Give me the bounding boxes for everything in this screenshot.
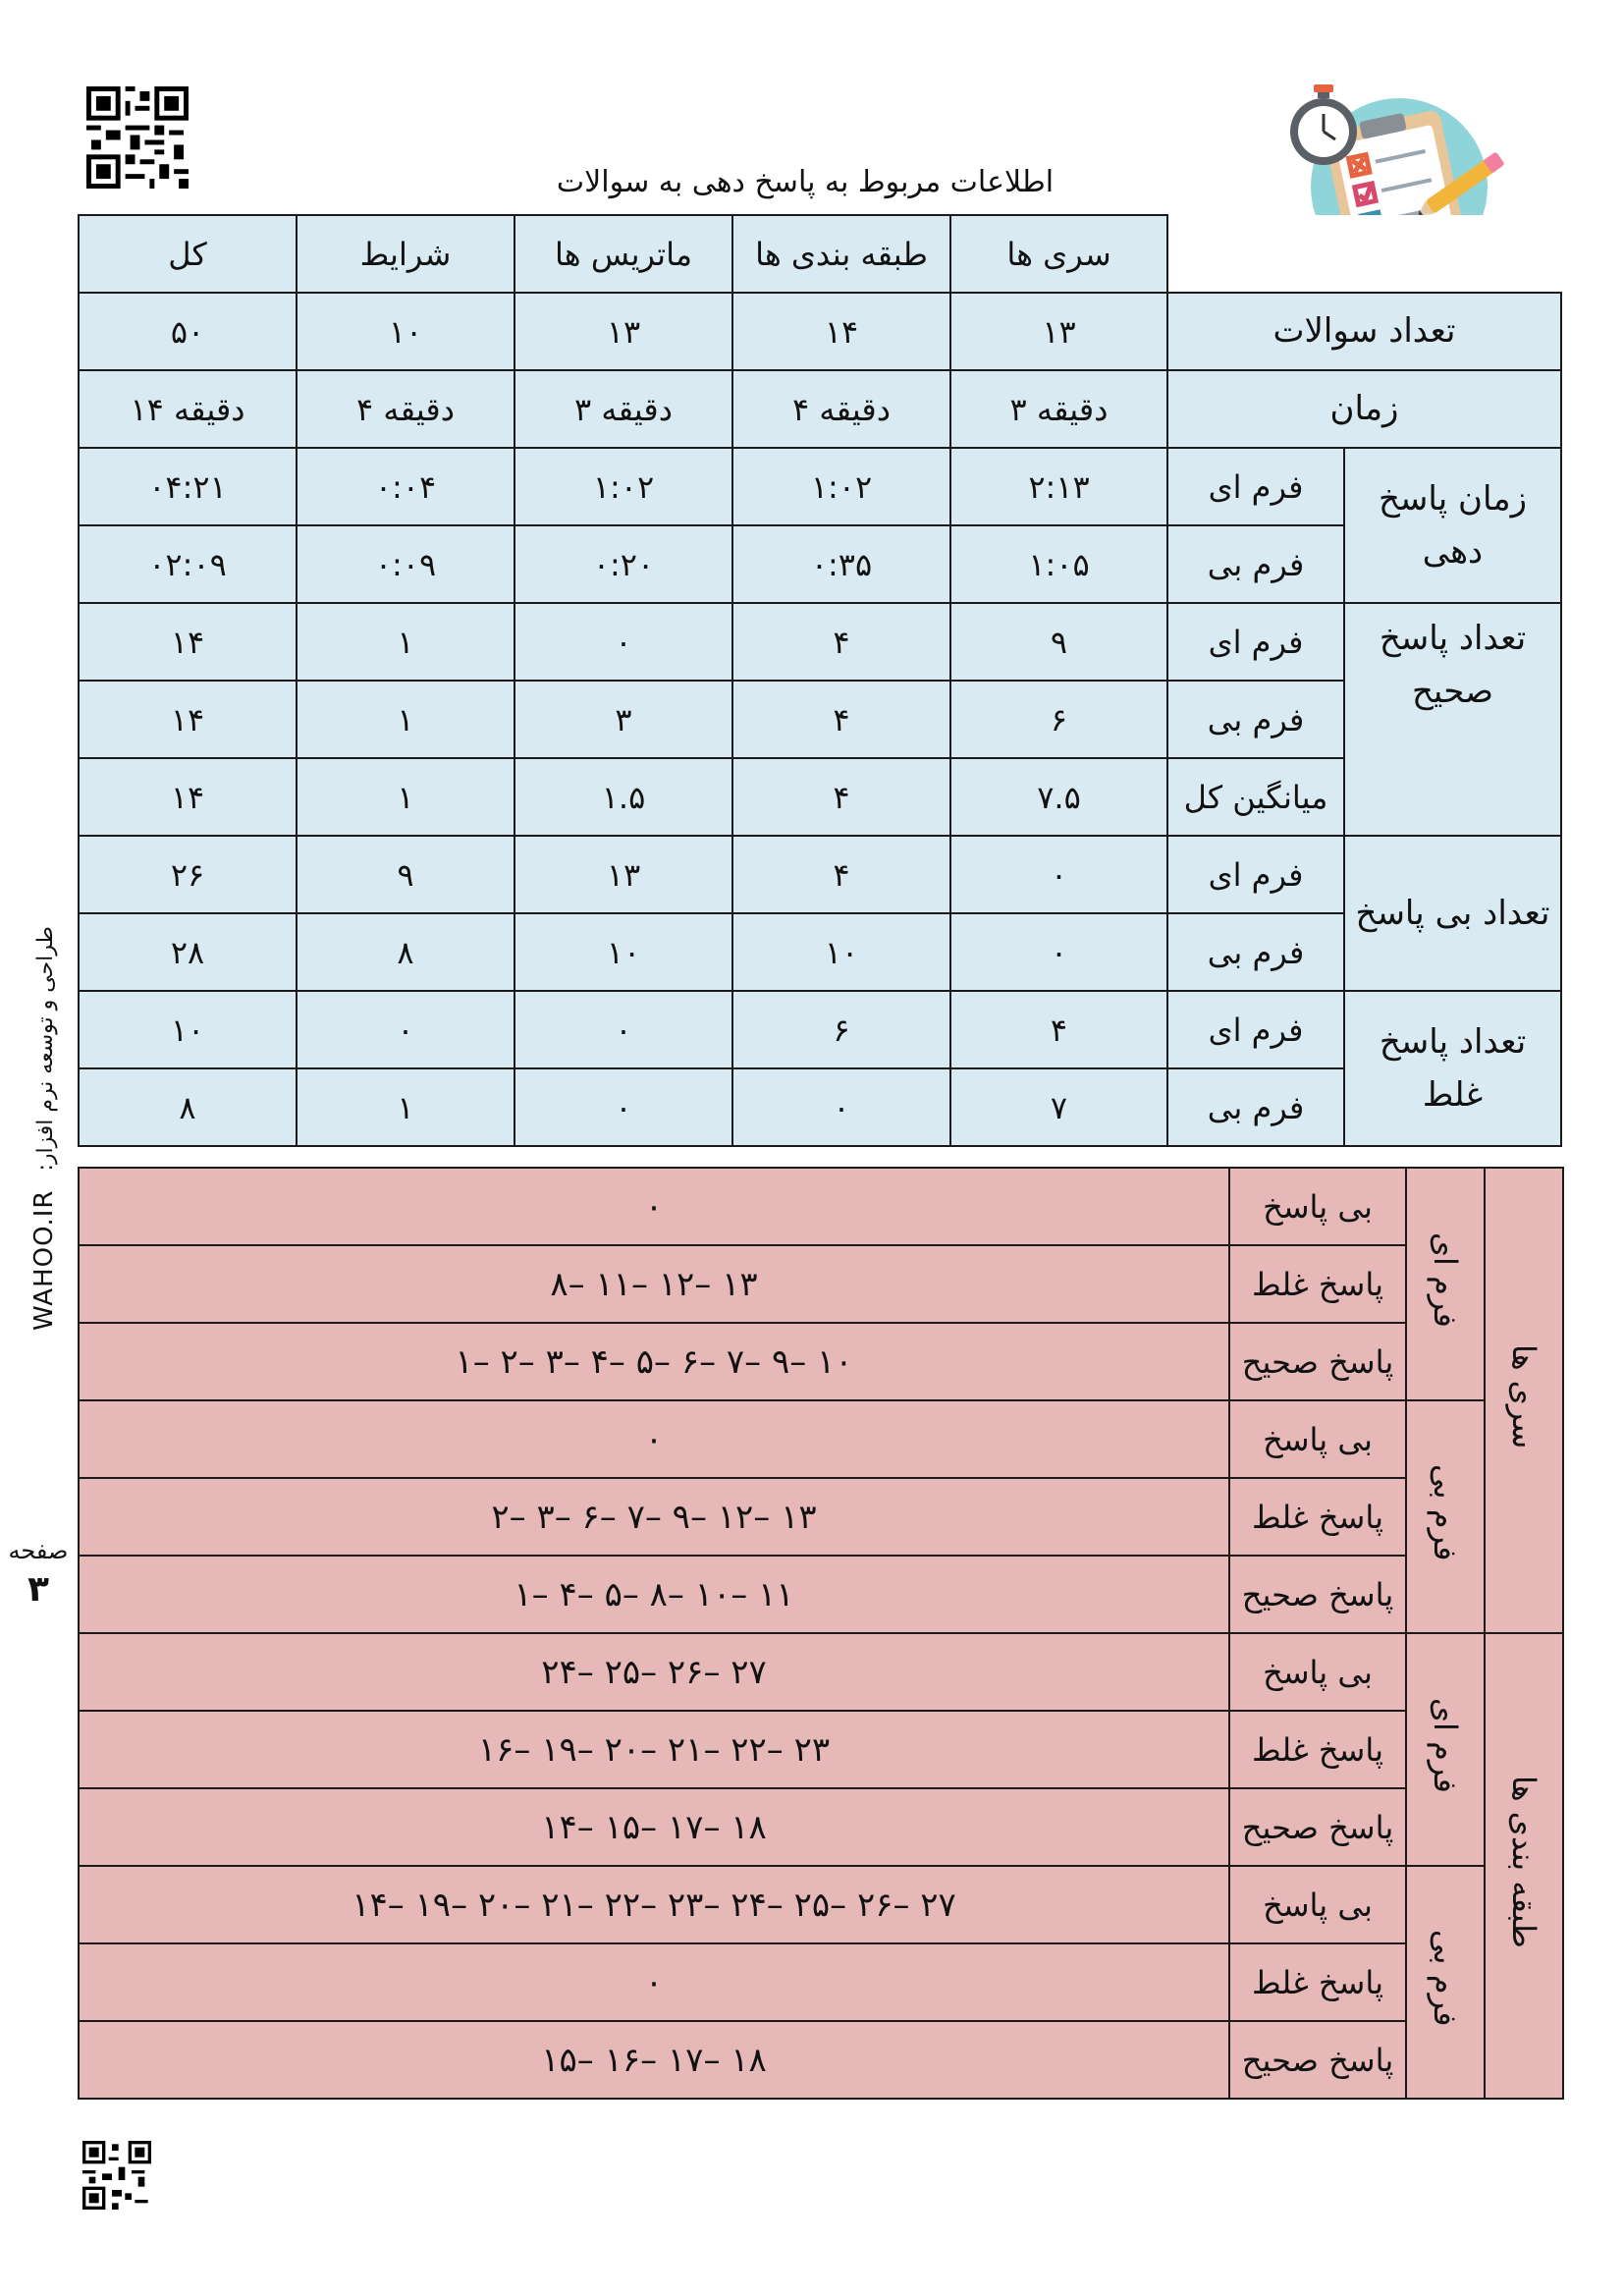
- value-cell: ۹: [950, 603, 1167, 681]
- value-cell: ۷: [950, 1068, 1167, 1146]
- value-cell: ۱: [297, 603, 514, 681]
- page-label: صفحه: [8, 1537, 69, 1564]
- value-cell: دقیقه ۳: [950, 370, 1167, 448]
- page-title: اطلاعات مربوط به پاسخ دهی به سوالات: [556, 165, 1055, 199]
- answer-items: ۱۳ –۱۲ –۹ –۷ –۶ –۳ –۲: [79, 1478, 1229, 1556]
- unanswered-count-row: [79, 913, 1561, 991]
- answer-row: [79, 1323, 1563, 1400]
- row-label: زمان: [1167, 370, 1561, 448]
- answer-items: ۰: [79, 1400, 1229, 1478]
- answer-items: ۱۳ –۱۲ –۱۱ –۸: [79, 1245, 1229, 1323]
- value-cell: ۱۴: [79, 603, 297, 681]
- group-label: تعداد بی پاسخ: [1344, 836, 1561, 991]
- column-header: کل: [79, 215, 297, 293]
- answer-type: بی پاسخ: [1229, 1168, 1406, 1245]
- side-credit: [29, 899, 69, 1331]
- value-cell: ۰:۳۵: [732, 525, 950, 603]
- correct-count-row: [79, 603, 1561, 681]
- value-cell: ۲۶: [79, 836, 297, 913]
- answer-row: [79, 1245, 1563, 1323]
- answer-row: [79, 1943, 1563, 2021]
- form-label: فرم ای: [1167, 448, 1344, 525]
- value-cell: دقیقه ۴: [297, 370, 514, 448]
- answers-table: [78, 1167, 1564, 2100]
- answer-items: ۱۰ –۹ –۷ –۶ –۵ –۴ –۳ –۲ –۱: [79, 1323, 1229, 1400]
- value-cell: ۳: [514, 681, 732, 758]
- response-time-row: [79, 525, 1561, 603]
- value-cell: ۴: [732, 603, 950, 681]
- value-cell: ۷.۵: [950, 758, 1167, 836]
- value-cell: ۱۰: [732, 913, 950, 991]
- answer-row: [79, 1478, 1563, 1556]
- group-label: زمان پاسخ دهی: [1344, 448, 1561, 603]
- value-cell: دقیقه ۱۴: [79, 370, 297, 448]
- value-cell: دقیقه ۴: [732, 370, 950, 448]
- form-label: فرم ای: [1167, 991, 1344, 1068]
- correct-count-row: [79, 758, 1561, 836]
- answer-type: پاسخ صحیح: [1229, 1323, 1406, 1400]
- value-cell: ۱: [297, 681, 514, 758]
- value-cell: ۱۰: [297, 293, 514, 370]
- answer-type: پاسخ غلط: [1229, 1478, 1406, 1556]
- stats-header-row: [79, 215, 1561, 293]
- question-count-row: [79, 293, 1561, 370]
- answer-row: [79, 1168, 1563, 1245]
- answer-row: [79, 1711, 1563, 1788]
- qr-code-top: [86, 86, 189, 189]
- form-label: فرم بی: [1167, 525, 1344, 603]
- form-label: فرم بی: [1167, 913, 1344, 991]
- answer-row: [79, 2021, 1563, 2099]
- column-header: طبقه بندی ها: [732, 215, 950, 293]
- value-cell: ۱۴: [79, 681, 297, 758]
- value-cell: ۰:۰۴: [297, 448, 514, 525]
- value-cell: ۰: [950, 836, 1167, 913]
- answer-items: ۱۱ –۱۰ –۸ –۵ –۴ –۱: [79, 1556, 1229, 1633]
- value-cell: ۱۴: [79, 758, 297, 836]
- page-number: ۳: [27, 1569, 49, 1610]
- column-header: ماتریس ها: [514, 215, 732, 293]
- response-time-row: [79, 448, 1561, 525]
- stats-table: [78, 214, 1562, 1147]
- value-cell: ۱: [297, 1068, 514, 1146]
- wrong-count-row: [79, 991, 1561, 1068]
- answer-type: بی پاسخ: [1229, 1866, 1406, 1943]
- answer-items: ۲۳ –۲۲ –۲۱ –۲۰ –۱۹ –۱۶: [79, 1711, 1229, 1788]
- value-cell: ۲:۱۳: [950, 448, 1167, 525]
- value-cell: ۵۰: [79, 293, 297, 370]
- answer-items: ۲۷ –۲۶ –۲۵ –۲۴ –۲۳ –۲۲ –۲۱ –۲۰ –۱۹ –۱۴: [79, 1866, 1229, 1943]
- answer-type: پاسخ صحیح: [1229, 2021, 1406, 2099]
- section-label: طبقه بندی ها: [1485, 1633, 1563, 2099]
- row-label: تعداد سوالات: [1167, 293, 1561, 370]
- answer-row: [79, 1633, 1563, 1711]
- value-cell: ۱:۰۵: [950, 525, 1167, 603]
- value-cell: ۴: [732, 758, 950, 836]
- form-label: میانگین کل: [1167, 758, 1344, 836]
- value-cell: ۴: [732, 681, 950, 758]
- value-cell: ۱۰: [514, 913, 732, 991]
- answer-type: بی پاسخ: [1229, 1633, 1406, 1711]
- value-cell: ۰:۲۰: [514, 525, 732, 603]
- answer-items: ۰: [79, 1943, 1229, 2021]
- wrong-count-row: [79, 1068, 1561, 1146]
- value-cell: ۱۳: [514, 836, 732, 913]
- column-header: سری ها: [950, 215, 1167, 293]
- value-cell: ۰۲:۰۹: [79, 525, 297, 603]
- group-label: تعداد پاسخ صحیح: [1344, 603, 1561, 836]
- answer-items: ۱۸ –۱۷ –۱۶ –۱۵: [79, 2021, 1229, 2099]
- value-cell: ۰: [950, 913, 1167, 991]
- value-cell: ۸: [79, 1068, 297, 1146]
- form-label: فرم بی: [1167, 681, 1344, 758]
- credit-text: طراحی و توسعه نرم افزار:: [33, 926, 58, 1172]
- form-label: فرم بی: [1406, 1866, 1485, 2099]
- value-cell: ۱۳: [950, 293, 1167, 370]
- value-cell: ۱۴: [732, 293, 950, 370]
- value-cell: ۰: [514, 991, 732, 1068]
- value-cell: ۱:۰۲: [732, 448, 950, 525]
- answer-row: [79, 1866, 1563, 1943]
- value-cell: ۶: [732, 991, 950, 1068]
- value-cell: ۱:۰۲: [514, 448, 732, 525]
- form-label: فرم ای: [1167, 603, 1344, 681]
- value-cell: ۰: [514, 603, 732, 681]
- answer-type: پاسخ صحیح: [1229, 1788, 1406, 1866]
- value-cell: ۴: [950, 991, 1167, 1068]
- value-cell: ۶: [950, 681, 1167, 758]
- form-label: فرم بی: [1167, 1068, 1344, 1146]
- value-cell: ۱: [297, 758, 514, 836]
- empty-corner-cell: [1167, 215, 1561, 293]
- value-cell: دقیقه ۳: [514, 370, 732, 448]
- value-cell: ۸: [297, 913, 514, 991]
- value-cell: ۰: [732, 1068, 950, 1146]
- answer-row: [79, 1400, 1563, 1478]
- answer-type: پاسخ غلط: [1229, 1245, 1406, 1323]
- answer-row: [79, 1788, 1563, 1866]
- group-label: تعداد پاسخ غلط: [1344, 991, 1561, 1146]
- answer-row: [79, 1556, 1563, 1633]
- answer-items: ۰: [79, 1168, 1229, 1245]
- form-label: فرم ای: [1406, 1633, 1485, 1866]
- time-row: [79, 370, 1561, 448]
- correct-count-row: [79, 681, 1561, 758]
- value-cell: ۰۴:۲۱: [79, 448, 297, 525]
- value-cell: ۰:۰۹: [297, 525, 514, 603]
- qr-code-bottom: [82, 2141, 151, 2210]
- value-cell: ۲۸: [79, 913, 297, 991]
- answer-items: ۱۸ –۱۷ –۱۵ –۱۴: [79, 1788, 1229, 1866]
- answer-items: ۲۷ –۲۶ –۲۵ –۲۴: [79, 1633, 1229, 1711]
- form-label: فرم بی: [1406, 1400, 1485, 1633]
- answer-type: پاسخ صحیح: [1229, 1556, 1406, 1633]
- section-label: سری ها: [1485, 1168, 1563, 1633]
- value-cell: ۰: [514, 1068, 732, 1146]
- value-cell: ۹: [297, 836, 514, 913]
- column-header: شرایط: [297, 215, 514, 293]
- value-cell: ۱.۵: [514, 758, 732, 836]
- answer-type: پاسخ غلط: [1229, 1711, 1406, 1788]
- value-cell: ۱۳: [514, 293, 732, 370]
- answer-type: پاسخ غلط: [1229, 1943, 1406, 2021]
- site-name: WAHOO.IR: [29, 1189, 59, 1331]
- unanswered-count-row: [79, 836, 1561, 913]
- form-label: فرم ای: [1406, 1168, 1485, 1400]
- value-cell: ۱۰: [79, 991, 297, 1068]
- answer-type: بی پاسخ: [1229, 1400, 1406, 1478]
- value-cell: ۰: [297, 991, 514, 1068]
- value-cell: ۴: [732, 836, 950, 913]
- form-label: فرم ای: [1167, 836, 1344, 913]
